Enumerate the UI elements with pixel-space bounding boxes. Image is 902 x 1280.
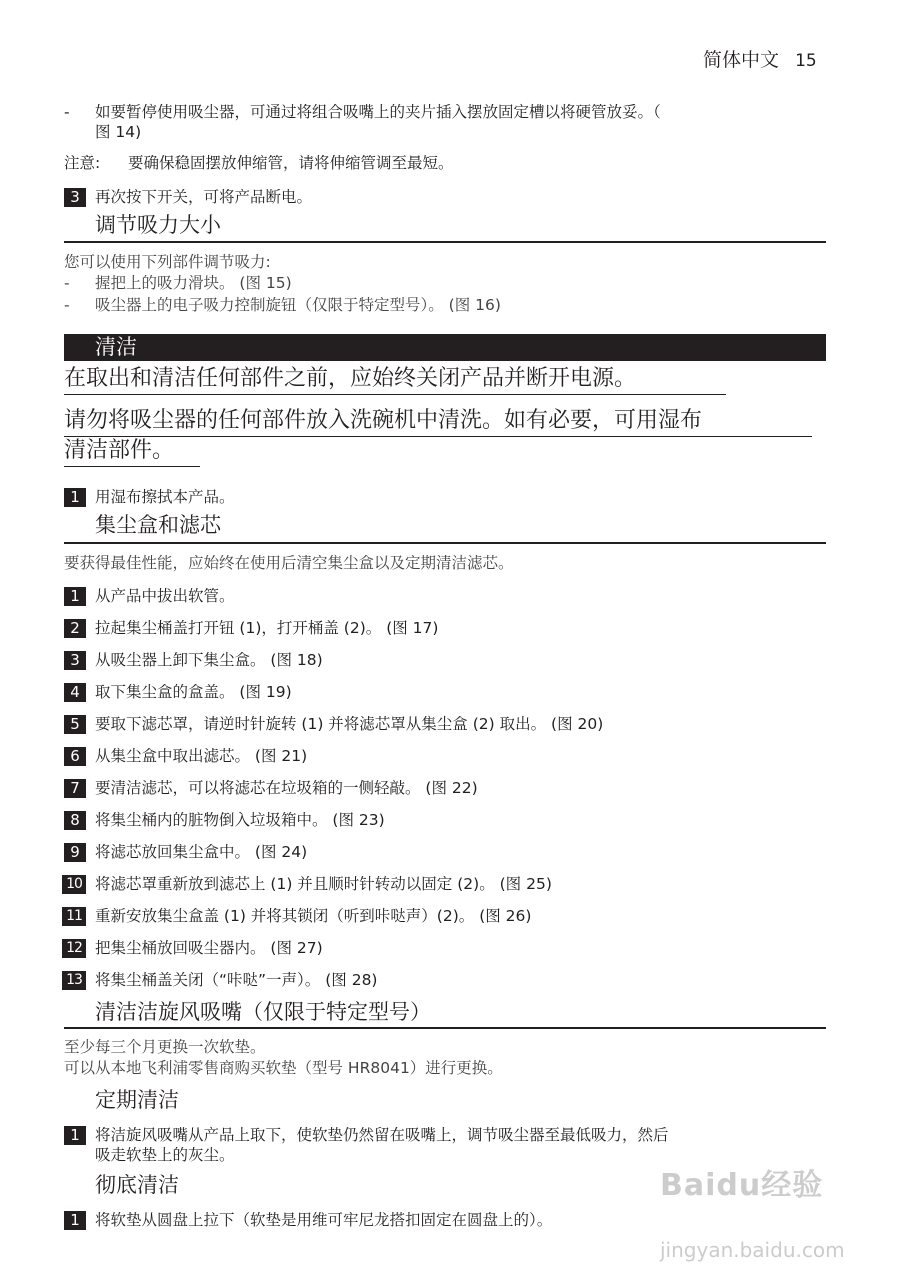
step-text: 再次按下开关，可将产品断电。: [95, 188, 313, 206]
warning-text: 在取出和清洁任何部件之前，应始终关闭产品并断开电源。: [64, 364, 726, 395]
step-number: 10: [62, 875, 86, 894]
step-number: 12: [62, 939, 86, 958]
step-text: 从吸尘器上卸下集尘盒。 (图 18): [95, 651, 323, 669]
bullet-dash: -: [64, 103, 70, 121]
warning-text-cont: 清洁部件。: [64, 436, 200, 467]
watermark-url: jingyan.baidu.com: [660, 1238, 845, 1262]
step-text: 将软垫从圆盘上拉下（软垫是用维可牢尼龙搭扣固定在圆盘上的）。: [95, 1211, 553, 1229]
page-header: [703, 45, 817, 72]
warning-text: 请勿将吸尘器的任何部件放入洗碗机中清洗。如有必要，可用湿布: [64, 406, 812, 437]
step-number: 1: [64, 488, 86, 507]
paragraph: 要获得最佳性能，应始终在使用后清空集尘盒以及定期清洁滤芯。: [64, 554, 514, 572]
paragraph: 您可以使用下列部件调节吸力:: [64, 253, 271, 271]
step-text: 重新安放集尘盒盖 (1) 并将其锁闭（听到咔哒声）(2)。 (图 26): [95, 907, 532, 925]
paragraph: 至少每三个月更换一次软垫。: [64, 1038, 266, 1056]
heading-rule: [64, 241, 826, 243]
step-text: 将集尘桶内的脏物倒入垃圾箱中。 (图 23): [95, 811, 385, 829]
step-text: 从产品中拔出软管。: [95, 587, 235, 605]
step-text: 将洁旋风吸嘴从产品上取下，使软垫仍然留在吸嘴上，调节吸尘器至最低吸力，然后: [95, 1126, 669, 1144]
step-number: 7: [64, 779, 86, 798]
note-label: 注意:: [64, 154, 101, 172]
step-number: 5: [64, 715, 86, 734]
step-text: 将滤芯放回集尘盒中。 (图 24): [95, 843, 308, 861]
bullet-text: 吸尘器上的电子吸力控制旋钮（仅限于特定型号）。 (图 16): [95, 296, 501, 314]
heading-rule: [64, 542, 826, 544]
page-number: 15: [795, 51, 817, 71]
step-number: 1: [64, 1211, 86, 1230]
bullet-dash: -: [64, 296, 70, 314]
step-text-cont: 吸走软垫上的灰尘。: [95, 1146, 235, 1164]
step-text: 将滤芯罩重新放到滤芯上 (1) 并且顺时针转动以固定 (2)。 (图 25): [95, 875, 552, 893]
subheading: 定期清洁: [95, 1088, 179, 1112]
step-text: 将集尘桶盖关闭（“咔哒”一声）。 (图 28): [95, 971, 378, 989]
heading-rule: [64, 1027, 826, 1029]
step-number: 3: [64, 651, 86, 670]
watermark-logo: Baidu经验: [660, 1168, 824, 1203]
bullet-dash: -: [64, 274, 70, 292]
bullet-text: 握把上的吸力滑块。 (图 15): [95, 274, 292, 292]
step-number: 11: [62, 907, 86, 926]
subheading: 彻底清洁: [95, 1173, 179, 1197]
step-text: 拉起集尘桶盖打开钮 (1)，打开桶盖 (2)。 (图 17): [95, 619, 439, 637]
language-label: 简体中文: [703, 49, 780, 71]
note-text: 要确保稳固摆放伸缩管，请将伸缩管调至最短。: [128, 154, 454, 172]
section-title-bar: 清洁: [64, 334, 826, 361]
step-number: 1: [64, 1126, 86, 1145]
step-text: 把集尘桶放回吸尘器内。 (图 27): [95, 939, 323, 957]
step-text: 要取下滤芯罩，请逆时针旋转 (1) 并将滤芯罩从集尘盒 (2) 取出。 (图 20): [95, 715, 604, 733]
paragraph: 可以从本地飞利浦零售商购买软垫（型号 HR8041）进行更换。: [64, 1059, 503, 1077]
step-number: 6: [64, 747, 86, 766]
section-heading: 集尘盒和滤芯: [95, 513, 221, 537]
step-number: 4: [64, 683, 86, 702]
section-heading: 清洁洁旋风吸嘴（仅限于特定型号）: [95, 1000, 431, 1024]
step-text: 用湿布擦拭本产品。: [95, 488, 235, 506]
step-number: 9: [64, 843, 86, 862]
step-number: 1: [64, 587, 86, 606]
step-number: 3: [64, 188, 86, 207]
step-number: 13: [62, 971, 86, 990]
step-text: 从集尘盒中取出滤芯。 (图 21): [95, 747, 308, 765]
step-number: 8: [64, 811, 86, 830]
step-text: 要清洁滤芯，可以将滤芯在垃圾箱的一侧轻敲。 (图 22): [95, 779, 478, 797]
step-number: 2: [64, 619, 86, 638]
section-heading: 调节吸力大小: [95, 213, 221, 237]
bullet-text: 如要暂停使用吸尘器，可通过将组合吸嘴上的夹片插入摆放固定槽以将硬管放妥。（: [95, 103, 661, 121]
bullet-text-cont: 图 14): [95, 123, 142, 141]
step-text: 取下集尘盒的盒盖。 (图 19): [95, 683, 292, 701]
